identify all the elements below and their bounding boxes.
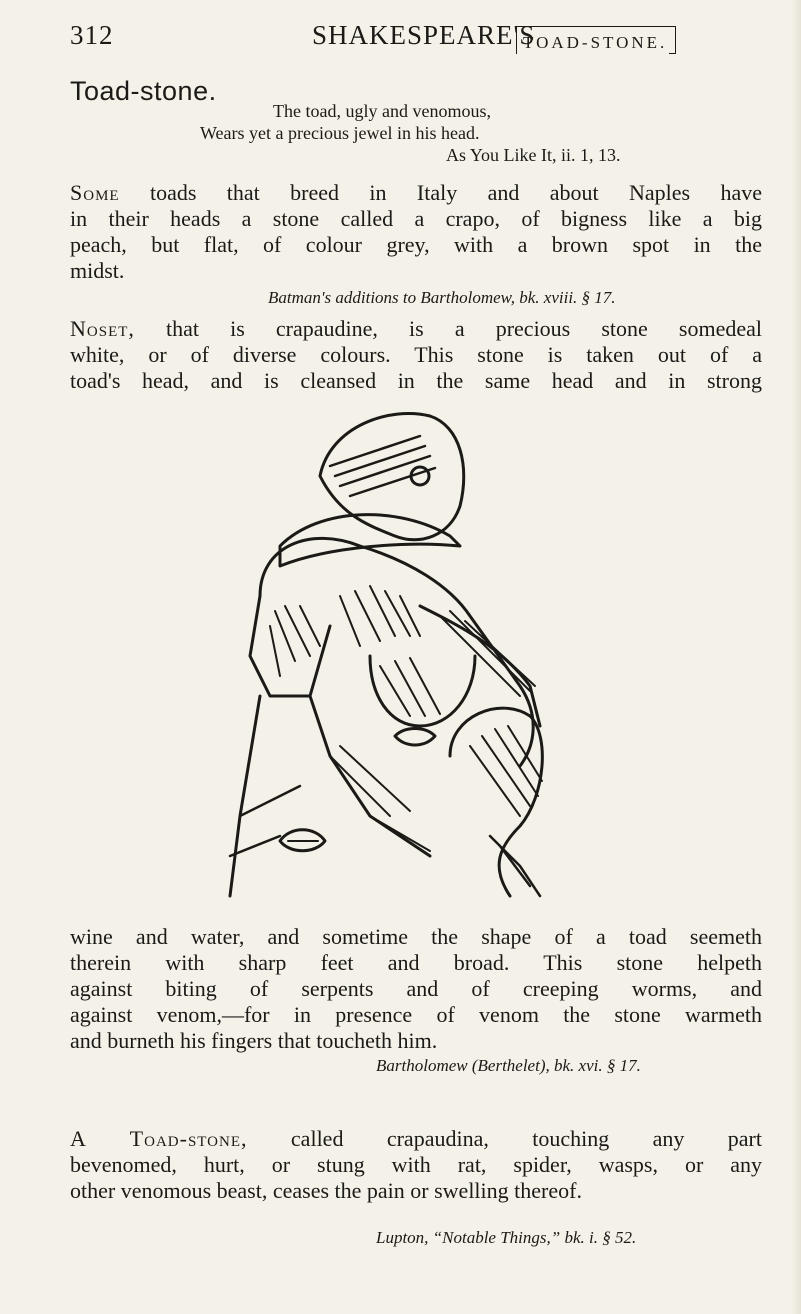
para1-line-3: peach, but flat, of colour grey, with a brown spot in the [70,232,762,257]
epigraph [200,100,760,166]
toad-leg-hatching [490,836,540,896]
citation-1: Batman's additions to Bartholomew, bk. xviii. § 17. [268,288,616,307]
citation-3: Lupton, “Notable Things,” bk. i. § 52. [376,1228,637,1247]
para4-text-1: called crapaudina, touching any part [290,1126,762,1151]
para4-line-2: bevenomed, hurt, or stung with rat, spider, wasps, or any [70,1152,762,1177]
para1-lead: Some [70,180,120,205]
paragraph-3 [70,924,762,1054]
paragraph-4 [70,1126,762,1204]
para3-line-2: therein with sharp feet and broad. This stone helpeth [70,950,762,975]
sleeve-hatching [270,606,320,676]
section-tag [516,26,676,54]
para1-line-2: in their heads a stone called a crapo, of bigness like a big [70,206,762,231]
para4-lead: A Toad-stone, [70,1126,248,1151]
para2-line-1 [70,316,762,342]
para3-line-5: and burneth his fingers that toucheth him. [70,1028,438,1053]
para1-text-1: toads that breed in Italy and about Naples have [149,180,762,205]
para2-line-2: white, or of diverse colours. This stone is taken out of a [70,342,762,367]
woodcut-illustration [220,396,550,916]
para2-line-3: toad's head, and is cleansed in the same head and in strong [70,368,762,393]
page-edge [791,0,801,1314]
citation-2: Bartholomew (Berthelet), bk. xvi. § 17. [376,1056,641,1075]
paragraph-2 [70,316,762,394]
toad-stone [395,729,435,746]
epigraph-source: As You Like It, ii. 1, 13. [446,145,621,165]
para3-line-4: against venom,—for in presence of venom the stone warmeth [70,1002,762,1027]
figure-right-arm [420,606,540,726]
epigraph-line-1: The toad, ugly and venomous, [273,101,491,121]
para1-line-1 [70,180,762,206]
para2-lead: Noset, [70,316,135,341]
figure-head [320,414,464,540]
paragraph-1 [70,180,762,284]
skirt-hatching [330,746,430,851]
para4-line-3: other venomous beast, ceases the pain or swelling thereof. [70,1178,582,1203]
para3-line-1: wine and water, and sometime the shape of a toad seemeth [70,924,762,949]
para4-line-1 [70,1126,762,1152]
bracket-decoration [669,27,676,54]
entry-heading: Toad-stone. [70,76,217,106]
figure-left-leg [230,696,260,896]
running-title: SHAKESPEARE'S [312,20,536,50]
para2-text-1: that is crapaudine, is a precious stone somedeal [166,316,762,341]
toad-body [370,656,475,726]
running-head [70,20,760,54]
page-number: 312 [70,20,114,50]
toad-hatching [380,658,440,716]
figure-skirt [310,696,430,856]
para3-line-3: against biting of serpents and of creeping worms, and [70,976,762,1001]
tunic-hatching [340,586,420,646]
epigraph-line-2: Wears yet a precious jewel in his head. [200,123,480,143]
para1-line-4: midst. [70,258,125,283]
section-tag-text: TOAD-STONE. [523,33,668,52]
